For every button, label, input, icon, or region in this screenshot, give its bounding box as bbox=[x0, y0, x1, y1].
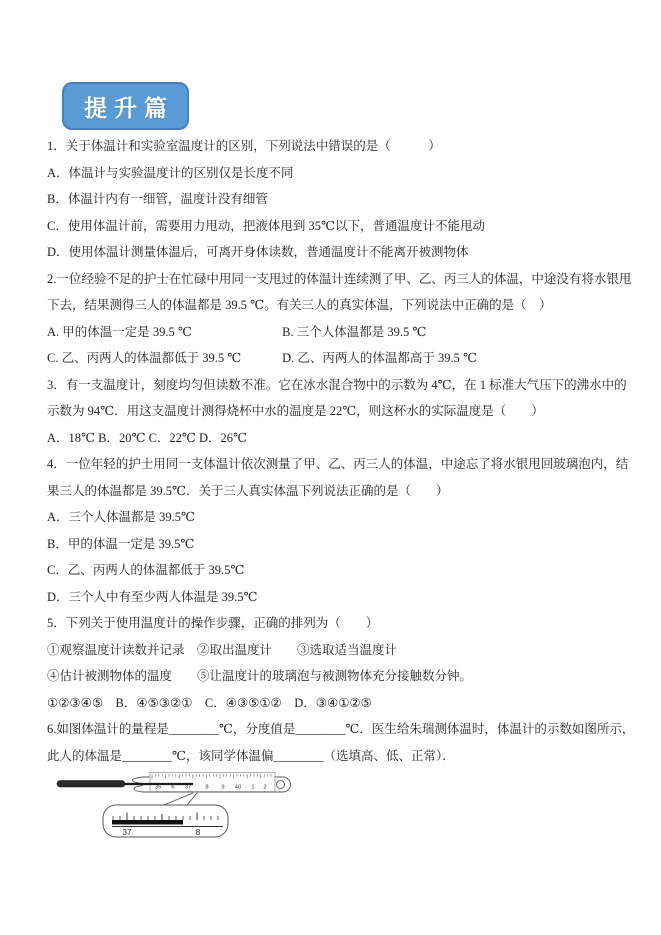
q1-option-b: B．体温计内有一细管，温度计没有细管 bbox=[47, 192, 268, 206]
q4-option-c: C．乙、丙两人的体温都低于 39.5℃ bbox=[47, 563, 245, 577]
q4-stem-line2: 果三人的体温都是 39.5℃．关于三人真实体温下列说法正确的是（ ） bbox=[47, 483, 449, 498]
q3-stem-line2: 示数为 94℃．用这支温度计测得烧杯中水的温度是 22℃，则这杯水的实际温度是（ ） bbox=[47, 404, 544, 418]
section-badge bbox=[62, 82, 189, 130]
q4-option-d: D．三个人中有至少两人体温是 39.5℃ bbox=[47, 589, 258, 604]
q2-option-b: B. 三个人体温都是 39.5 ℃ bbox=[282, 324, 427, 339]
q2-stem-line2: 下去，结果测得三人的体温都是 39.5 ℃。有关三人的真实体温，下列说法中正确的是（ ） bbox=[47, 298, 552, 312]
scale-label-39: 9 bbox=[221, 784, 225, 791]
scale-label-35: 35 bbox=[154, 784, 162, 791]
q2-options-row2 bbox=[47, 345, 622, 372]
scale-label-40: 40 bbox=[234, 784, 242, 791]
q1-option-d: D．使用体温计测量体温后，可离开身体读数，普通温度计不能离开被测物体 bbox=[47, 245, 469, 259]
q3-stem-line1: 3．有一支温度计，刻度均匀但读数不准。它在冰水混合物中的示数为 4℃，在 1 标准大气压下的沸水中的 bbox=[47, 377, 627, 392]
scale-label-36: 6 bbox=[171, 784, 175, 791]
q1-option-a: A．体温计与实验温度计的区别仅是长度不同 bbox=[47, 165, 294, 180]
q5-answers: ①②③④⑤ B．④⑤③②① C．④③⑤①② D．③④①②⑤ bbox=[47, 695, 372, 710]
q5-steps-line1: ①观察温度计读数并记录 ②取出温度计 ③选取适当温度计 bbox=[47, 642, 398, 657]
q6-stem-line1: 6.如图体温计的量程是________℃，分度值是________℃．医生给朱瑞测体温时，体温计的示数如图所示， bbox=[47, 722, 635, 736]
thermometer-figure bbox=[55, 768, 305, 840]
scale-label-37: 37 bbox=[184, 784, 192, 791]
q4-stem-line1: 4．一位年轻的护士用同一支体温计依次测量了甲、乙、丙三人的体温，中途忘了将水银甩回玻璃泡内，结 bbox=[47, 457, 629, 471]
q2-option-c: C. 乙、丙两人的体温都低于 39.5 ℃ bbox=[47, 351, 242, 365]
q2-options-row1 bbox=[47, 319, 622, 346]
q3-options: A．18℃ B．20℃ C．22℃ D．26℃ bbox=[47, 430, 248, 445]
magnifier-mercury-bar bbox=[112, 820, 183, 825]
thermometer-bulb bbox=[57, 781, 125, 788]
q4-option-b: B．甲的体温一定是 39.5℃ bbox=[47, 536, 195, 551]
q5-stem: 5．下列关于使用温度计的操作步骤，正确的排列为（ ） bbox=[47, 616, 379, 630]
section-badge-label: 提升篇 bbox=[84, 95, 174, 121]
q4-option-a: A．三个人体温都是 39.5℃ bbox=[47, 510, 196, 524]
scale-label-41: 1 bbox=[251, 784, 255, 791]
thermometer-tip-ring bbox=[277, 781, 285, 789]
scale-label-42: 2 bbox=[263, 784, 267, 791]
q1-stem: 1．关于体温计和实验室温度计的区别，下列说法中错误的是（ ） bbox=[47, 139, 441, 153]
q2-option-d: D. 乙、丙两人的体温都高于 39.5 ℃ bbox=[282, 351, 478, 365]
q5-steps-line2: ④估计被测物体的温度 ⑤让温度计的玻璃泡与被测物体充分接触数分钟。 bbox=[47, 669, 473, 683]
magnifier-label-37: 37 bbox=[122, 828, 132, 837]
q2-option-a: A. 甲的体温一定是 39.5 ℃ bbox=[47, 324, 192, 339]
q2-stem-line1: 2.一位经验不足的护士在忙碌中用同一支甩过的体温计连续测了甲、乙、丙三人的体温，中途没有将水银甩 bbox=[47, 271, 632, 286]
q6-stem-line2: 此人的体温是________℃，该同学体温偏________（选填高、低、正常）． bbox=[47, 748, 455, 763]
worksheet-body bbox=[47, 133, 635, 769]
magnifier-label-8: 8 bbox=[195, 828, 201, 837]
q1-option-c: C．使用体温计前，需要用力甩动，把液体甩到 35℃以下，普通温度计不能甩动 bbox=[47, 218, 485, 233]
scale-label-38: 8 bbox=[205, 784, 209, 791]
